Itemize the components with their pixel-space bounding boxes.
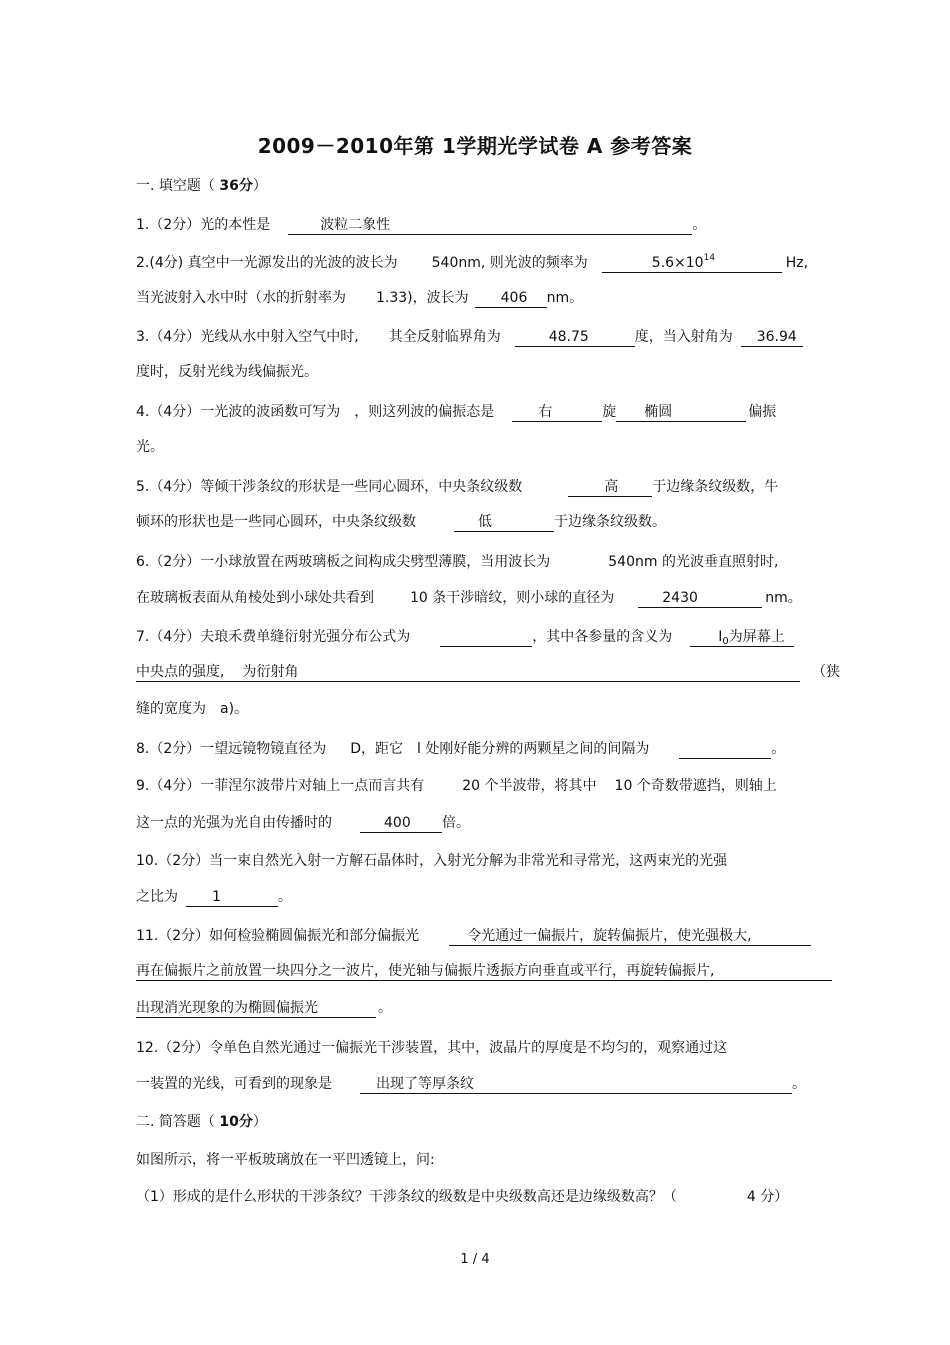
q2-prefix: 2.(4分) 真空中一光源发出的光波的波长为 <box>136 255 398 271</box>
question-10-line-2 <box>136 887 292 907</box>
q4-prefix: 4.（4分）一光波的波函数可写为 <box>136 404 341 420</box>
q2-freq: 5.6×10 <box>651 255 704 271</box>
q8-prefix: 8.（2分）一望远镜物镜直径为 <box>136 741 327 757</box>
q12-answer: 出现了等厚条纹 <box>360 1075 792 1094</box>
q4-suffix: 偏振 <box>748 404 777 420</box>
q6-wavelength: 540nm 的光波垂直照射时, <box>608 554 779 570</box>
page-number: 1 / 4 <box>460 1252 490 1267</box>
q9-mid: 20 个半波带，将其中 <box>462 778 597 794</box>
question-1 <box>136 215 706 235</box>
q7-line2-answer <box>136 663 800 682</box>
question-7-line-3: 缝的宽度为 a)。 <box>136 701 249 717</box>
q4-direction: 右 <box>512 403 602 422</box>
question-9-line-1 <box>136 776 777 796</box>
section2-heading <box>136 1112 267 1132</box>
q3-mid: 其全反射临界角为 <box>388 329 501 345</box>
section1-heading-text: 一. 填空题（ <box>136 178 215 194</box>
q1-prefix: 1.（2分）光的本性是 <box>136 217 271 233</box>
s2-q1-score: 4 分） <box>746 1189 789 1205</box>
q9-suffix: 倍。 <box>442 815 470 831</box>
q2-unit: nm。 <box>546 290 584 306</box>
q8-suffix: 。 <box>771 741 786 757</box>
q5-answer-2: 低 <box>454 513 554 532</box>
q2-answer: 406 <box>475 289 547 308</box>
question-12-line-2 <box>136 1074 806 1094</box>
q7-formula-blank <box>440 628 532 647</box>
q10-suffix: 。 <box>278 889 292 905</box>
q5-suffix1: 于边缘条纹级数，牛 <box>652 479 779 495</box>
q7-i0: I <box>718 629 723 645</box>
section2-intro: 如图所示，将一平板玻璃放在一平凹透镜上，问: <box>136 1152 435 1168</box>
q3-prefix: 3.（4分）光线从水中射入空气中时, <box>136 329 359 345</box>
s2-q1-text: （1）形成的是什么形状的干涉条纹？干涉条纹的级数是中央级数高还是边缘级数高？（ <box>136 1189 677 1205</box>
question-6-line-1 <box>136 552 778 572</box>
q5-suffix2: 于边缘条纹级数。 <box>554 514 666 530</box>
q11-answer-line1: 令光通过一偏振片，旋转偏振片，使光强极大, <box>449 927 811 946</box>
q7-i0-answer <box>690 628 794 647</box>
section2-heading-text: 二. 简答题（ <box>136 1114 215 1130</box>
question-12-line-1: 12.（2分）令单色自然光通过一偏振光干涉装置，其中，波晶片的厚度是不均匀的，观察通过这 <box>136 1040 728 1056</box>
section2-score: 10分 <box>219 1114 253 1130</box>
q1-answer: 波粒二象性 <box>288 216 692 235</box>
question-10-line-1: 10.（2分）当一束自然光入射一方解石晶体时，入射光分解为非常光和寻常光，这两束光的光强 <box>136 853 728 869</box>
question-3-line-2: 度时，反射光线为线偏振光。 <box>136 364 318 380</box>
q10-answer: 1 <box>186 888 278 907</box>
q5-answer-1: 高 <box>568 478 652 497</box>
q7-line2a: 中央点的强度, <box>136 664 225 680</box>
q9-mid2: 10 个奇数带遮挡，则轴上 <box>614 778 777 794</box>
q7-prefix: 7.（4分）夫琅禾费单缝衍射光强分布公式为 <box>136 629 411 645</box>
q4-shape: 椭圆 <box>616 403 746 422</box>
q11-answer-line2: 再在偏振片之前放置一块四分之一波片，使光轴与偏振片透振方向垂直或平行，再旋转偏振片, <box>136 962 832 981</box>
section1-close: ） <box>252 178 267 194</box>
question-6-line-2 <box>136 588 802 608</box>
question-4-line-2: 光。 <box>136 439 164 455</box>
question-2-line-2 <box>136 288 583 308</box>
q7-line2b: 为衍射角 <box>242 664 299 680</box>
q6-prefix: 6.（2分）一小球放置在两玻璃板之间构成尖劈型薄膜，当用波长为 <box>136 554 551 570</box>
question-4-line-1 <box>136 402 776 422</box>
q3-critical-angle: 48.75 <box>515 328 635 347</box>
q10-line2: 之比为 <box>136 889 178 905</box>
q5-prefix: 5.（4分）等倾干涉条纹的形状是一些同心圆环，中央条纹级数 <box>136 479 523 495</box>
q6-count: 10 条干涉暗纹，则小球的直径为 <box>410 590 615 606</box>
q7-i0-subscript: 0 <box>722 636 729 647</box>
question-7-line-2 <box>136 662 840 682</box>
question-9-line-2 <box>136 813 470 833</box>
q6-line2: 在玻璃板表面从角棱处到小球处共看到 <box>136 590 374 606</box>
page-title: 2009－2010年第 1学期光学试卷 A 参考答案 <box>257 134 693 158</box>
q6-unit: nm。 <box>765 590 802 606</box>
q12-suffix: 。 <box>792 1076 806 1092</box>
q2-refractive-index: 1.33)，波长为 <box>376 290 469 306</box>
section2-close: ） <box>252 1114 267 1130</box>
q7-mid: ，其中各参量的含义为 <box>532 629 673 645</box>
question-3-line-1 <box>136 327 803 347</box>
q1-suffix: 。 <box>692 217 707 233</box>
q3-mid2: 度，当入射角为 <box>634 329 733 345</box>
section1-score: 36分 <box>219 178 253 194</box>
q11-prefix: 11.（2分）如何检验椭圆偏振光和部分偏振光 <box>136 928 420 944</box>
q2-wavelength: 540nm, 则光波的频率为 <box>431 255 588 271</box>
q4-rotation: 旋 <box>602 404 617 420</box>
question-7-line-1 <box>136 627 794 647</box>
question-8 <box>136 739 785 759</box>
question-2-line-1 <box>136 253 808 273</box>
q4-mid: ，则这列波的偏振态是 <box>354 404 495 420</box>
q11-suffix: 。 <box>378 1000 392 1016</box>
question-11-line-1 <box>136 926 811 946</box>
q2-line2-prefix: 当光波射入水中时（水的折射率为 <box>136 290 346 306</box>
q12-line2: 一装置的光线，可看到的现象是 <box>136 1076 332 1092</box>
q5-line2: 顿环的形状也是一些同心圆环，中央条纹级数 <box>136 514 416 530</box>
question-11-line-2 <box>136 961 832 981</box>
q2-frequency-answer <box>602 254 782 273</box>
q9-answer: 400 <box>360 814 442 833</box>
q8-blank <box>679 740 771 759</box>
q3-brewster-angle: 36.94 <box>741 328 803 347</box>
question-11-line-3 <box>136 998 392 1018</box>
section1-heading <box>136 176 267 196</box>
q7-i0-desc: 为屏幕上 <box>728 629 785 645</box>
q11-answer-line3: 出现消光现象的为椭圆偏振光 <box>136 999 376 1018</box>
question-5-line-1 <box>136 477 778 497</box>
q7-line2c: （狭 <box>812 664 840 680</box>
q2-freq-unit: Hz, <box>785 255 809 271</box>
q8-mid: D，距它 l 处刚好能分辨的两颗星之间的间隔为 <box>350 741 650 757</box>
section2-question-1 <box>136 1187 788 1207</box>
q9-line2: 这一点的光强为光自由传播时的 <box>136 815 332 831</box>
q6-answer: 2430 <box>638 589 762 608</box>
q9-prefix: 9.（4分）一菲涅尔波带片对轴上一点而言共有 <box>136 778 425 794</box>
q2-freq-exponent: 14 <box>703 253 716 263</box>
question-5-line-2 <box>136 512 666 532</box>
